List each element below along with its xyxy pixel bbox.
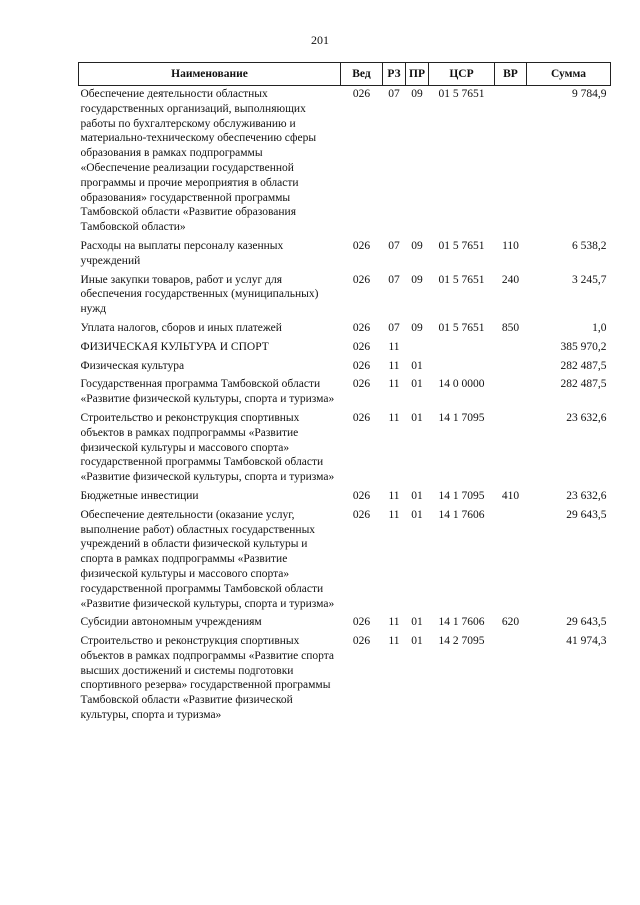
cell-ved: 026 — [352, 273, 371, 286]
cell-sum: 385 970,2 — [560, 340, 607, 353]
cell-csr: 14 1 7095 — [438, 489, 485, 502]
cell-name: Уплата налогов, сборов и иных платежей — [80, 321, 282, 334]
cell-pr: 01 — [411, 508, 423, 521]
cell-ved: 026 — [352, 378, 371, 391]
table-row — [79, 410, 611, 488]
cell-vr — [495, 633, 527, 726]
cell-rz: 11 — [388, 411, 400, 424]
cell-ved: 026 — [352, 88, 371, 100]
cell-ved: 026 — [352, 508, 371, 521]
cell-name: Субсидии автономным учреждениям — [80, 616, 262, 629]
cell-name: Строительство и реконструкция спортивных объектов в рамках подпрограммы «Развитие физической культуры и массового спорта» государственной программы Тамбовской области «Развитие физической культуры, спорта и туризма» — [80, 411, 335, 484]
cell-name: Бюджетные инвестиции — [80, 489, 199, 502]
cell-pr: 01 — [411, 489, 423, 502]
cell-rz: 11 — [388, 635, 400, 648]
cell-ved: 026 — [352, 321, 371, 334]
cell-sum: 6 538,2 — [572, 239, 607, 252]
cell-rz: 11 — [388, 508, 400, 521]
cell-name: Расходы на выплаты персоналу казенных учреждений — [80, 239, 284, 267]
cell-sum: 282 487,5 — [560, 359, 607, 372]
cell-pr: 01 — [411, 616, 423, 629]
cell-pr: 09 — [411, 88, 423, 100]
cell-ved: 026 — [352, 489, 371, 502]
table-header-row — [79, 63, 611, 86]
cell-rz: 07 — [388, 88, 400, 100]
cell-csr: 14 2 7095 — [438, 635, 485, 648]
cell-pr: 01 — [411, 411, 423, 424]
cell-sum: 282 487,5 — [560, 378, 607, 391]
cell-vr: 850 — [501, 321, 520, 334]
cell-csr: 14 1 7606 — [438, 616, 485, 629]
cell-csr: 01 5 7651 — [438, 88, 485, 100]
cell-csr: 14 0 0000 — [438, 378, 485, 391]
cell-vr: 620 — [501, 616, 520, 629]
cell-vr: 240 — [501, 273, 520, 286]
cell-vr — [495, 358, 527, 377]
cell-rz: 07 — [388, 273, 400, 286]
cell-pr: 09 — [411, 273, 423, 286]
cell-csr — [429, 339, 495, 358]
table-row — [79, 376, 611, 410]
budget-table — [78, 62, 611, 726]
cell-vr — [495, 410, 527, 488]
cell-vr: 110 — [502, 239, 519, 252]
cell-vr — [495, 86, 527, 238]
cell-sum: 9 784,9 — [572, 88, 607, 100]
cell-vr — [495, 376, 527, 410]
table-row — [79, 320, 611, 339]
header-sum: Сумма — [527, 63, 611, 86]
cell-name: Строительство и реконструкция спортивных объектов в рамках подпрограммы «Развитие спорта высших достижений и системы подготовки спортивного резерва» государственной программы Тамбовской области «Развитие физической культуры, спорта и туризма» — [80, 635, 335, 722]
cell-name: Физическая культура — [80, 359, 185, 372]
cell-ved: 026 — [352, 411, 371, 424]
cell-ved: 026 — [352, 635, 371, 648]
cell-vr — [495, 507, 527, 615]
header-name: Наименование — [79, 63, 341, 86]
cell-rz: 07 — [388, 239, 400, 252]
cell-pr: 01 — [411, 359, 423, 372]
cell-csr — [429, 358, 495, 377]
header-vr: ВР — [495, 63, 527, 86]
cell-pr — [406, 339, 429, 358]
cell-ved: 026 — [352, 340, 371, 353]
table-row — [79, 339, 611, 358]
cell-sum: 29 643,5 — [566, 508, 607, 521]
cell-name: Иные закупки товаров, работ и услуг для обеспечения государственных (муниципальных) нужд — [80, 273, 319, 316]
cell-csr: 01 5 7651 — [438, 321, 485, 334]
header-rz: РЗ — [383, 63, 406, 86]
cell-name: Обеспечение деятельности областных государственных организаций, выполняющих работы по бухгалтерскому обслуживанию и материально-техническому обеспечению сферы образования в рамках подпрограммы «Обеспечение реализации государственной программы и прочие мероприятия в области образования» государственной программы Тамбовской области «Развитие образования Тамбовской области» — [80, 88, 317, 234]
table-row — [79, 238, 611, 272]
cell-csr: 14 1 7095 — [438, 411, 485, 424]
table-row — [79, 633, 611, 726]
cell-name: Государственная программа Тамбовской области «Развитие физической культуры, спорта и туризма» — [80, 378, 335, 406]
cell-csr: 14 1 7606 — [438, 508, 485, 521]
cell-sum: 29 643,5 — [566, 616, 607, 629]
cell-ved: 026 — [352, 616, 371, 629]
cell-sum: 23 632,6 — [566, 489, 607, 502]
cell-pr: 01 — [411, 378, 423, 391]
cell-ved: 026 — [352, 359, 371, 372]
table-row — [79, 507, 611, 615]
cell-csr: 01 5 7651 — [438, 239, 485, 252]
table-row — [79, 272, 611, 320]
cell-rz: 11 — [388, 616, 400, 629]
header-ved: Вед — [341, 63, 383, 86]
cell-sum: 1,0 — [592, 321, 607, 334]
cell-sum: 41 974,3 — [566, 635, 607, 648]
cell-name: ФИЗИЧЕСКАЯ КУЛЬТУРА И СПОРТ — [80, 340, 269, 353]
cell-rz: 11 — [388, 340, 400, 353]
cell-pr: 01 — [411, 635, 423, 648]
cell-sum: 3 245,7 — [572, 273, 607, 286]
cell-rz: 11 — [388, 489, 400, 502]
cell-rz: 11 — [388, 359, 400, 372]
header-csr: ЦСР — [429, 63, 495, 86]
cell-rz: 11 — [388, 378, 400, 391]
table-row — [79, 488, 611, 507]
table-row — [79, 358, 611, 377]
cell-pr: 09 — [411, 321, 423, 334]
table-row — [79, 86, 611, 238]
cell-vr — [495, 339, 527, 358]
header-pr: ПР — [406, 63, 429, 86]
cell-ved: 026 — [352, 239, 371, 252]
page-number: 201 — [311, 33, 329, 47]
cell-rz: 07 — [388, 321, 400, 334]
cell-sum: 23 632,6 — [566, 411, 607, 424]
cell-csr: 01 5 7651 — [438, 273, 485, 286]
cell-name: Обеспечение деятельности (оказание услуг, выполнение работ) областных государственных учреждений в области физической культуры и спорта в рамках подпрограммы «Развитие физической культуры и массового спорта» государственной программы Тамбовской области «Развитие физической культуры, спорта и туризма» — [80, 508, 335, 610]
cell-pr: 09 — [411, 239, 423, 252]
cell-vr: 410 — [501, 489, 520, 502]
table-row — [79, 614, 611, 633]
